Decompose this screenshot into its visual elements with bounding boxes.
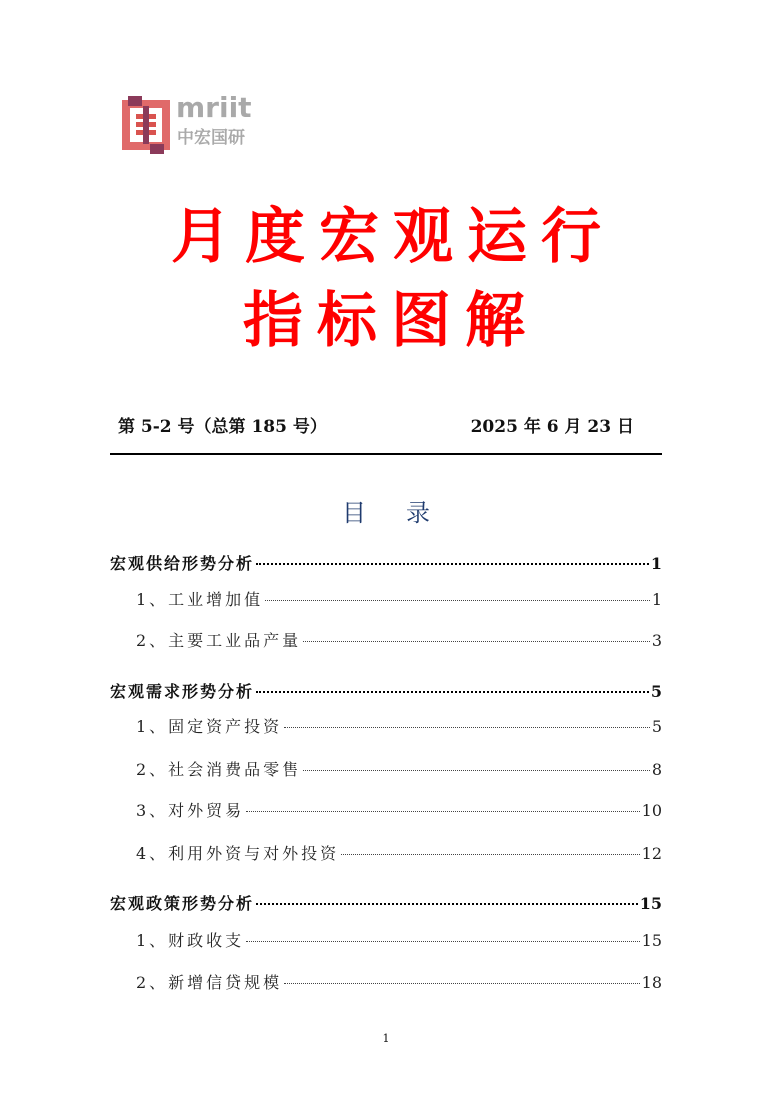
toc-section-label: 宏观政策形势分析 <box>110 894 255 913</box>
dot-leader <box>284 727 650 728</box>
toc-heading: 目录 <box>342 499 470 527</box>
logo-mark-icon <box>122 96 170 154</box>
toc-page-number: 5 <box>651 717 662 736</box>
toc-page-number: 15 <box>639 894 662 913</box>
toc-item-label: 1、财政收支 <box>136 931 245 950</box>
toc-item-label: 2、主要工业品产量 <box>136 631 302 650</box>
toc-page-number: 15 <box>641 931 662 950</box>
toc-item-new-credit[interactable] <box>110 971 662 995</box>
dot-leader <box>246 811 639 812</box>
toc-section-policy[interactable] <box>110 892 662 916</box>
report-title-line-1: 月度宏观运行 <box>171 202 615 272</box>
dot-leader <box>246 941 639 942</box>
toc-item-label: 2、社会消费品零售 <box>136 760 302 779</box>
dot-leader <box>256 691 649 693</box>
toc-page-number: 1 <box>651 590 662 609</box>
dot-leader <box>341 854 639 855</box>
footer-page-number: 1 <box>382 1032 390 1045</box>
toc-item-fiscal-revenue-expenditure[interactable] <box>110 929 662 953</box>
toc-page-number: 8 <box>651 760 662 779</box>
logo-wordmark-en: mriit <box>176 91 252 124</box>
logo-wordmark-cn: 中宏国研 <box>177 128 245 148</box>
toc-item-label: 3、对外贸易 <box>136 801 245 820</box>
toc-page-number: 10 <box>641 801 662 820</box>
toc-item-industrial-output[interactable] <box>110 629 662 653</box>
toc-section-demand[interactable] <box>110 680 662 704</box>
toc-item-foreign-trade[interactable] <box>110 799 662 823</box>
toc-page-number: 3 <box>651 631 662 650</box>
toc-item-retail-sales[interactable] <box>110 758 662 782</box>
toc-item-label: 4、利用外资与对外投资 <box>136 844 340 863</box>
toc-page-number: 5 <box>650 682 662 701</box>
toc-item-label: 1、固定资产投资 <box>136 717 283 736</box>
toc-section-supply[interactable] <box>110 552 662 576</box>
toc-item-fixed-asset-investment[interactable] <box>110 715 662 739</box>
brand-logo <box>122 91 272 156</box>
dot-leader <box>256 563 649 565</box>
issue-number: 第 5-2 号（总第 185 号） <box>118 417 327 437</box>
toc-item-foreign-investment[interactable] <box>110 842 662 866</box>
dot-leader <box>303 641 650 642</box>
report-title-line-2: 指标图解 <box>243 286 539 356</box>
dot-leader <box>303 770 650 771</box>
toc-item-label: 1、工业增加值 <box>136 590 264 609</box>
dot-leader <box>265 600 650 601</box>
dot-leader <box>256 903 638 905</box>
toc-page-number: 12 <box>641 844 662 863</box>
toc-section-label: 宏观供给形势分析 <box>110 554 255 573</box>
dot-leader <box>284 983 639 984</box>
toc-item-label: 2、新增信贷规模 <box>136 973 283 992</box>
toc-page-number: 1 <box>650 554 662 573</box>
issue-date: 2025 年 6 月 23 日 <box>470 417 634 437</box>
header-divider <box>110 453 662 455</box>
toc-page-number: 18 <box>641 973 662 992</box>
toc-section-label: 宏观需求形势分析 <box>110 682 255 701</box>
toc-item-industrial-added-value[interactable] <box>110 588 662 612</box>
